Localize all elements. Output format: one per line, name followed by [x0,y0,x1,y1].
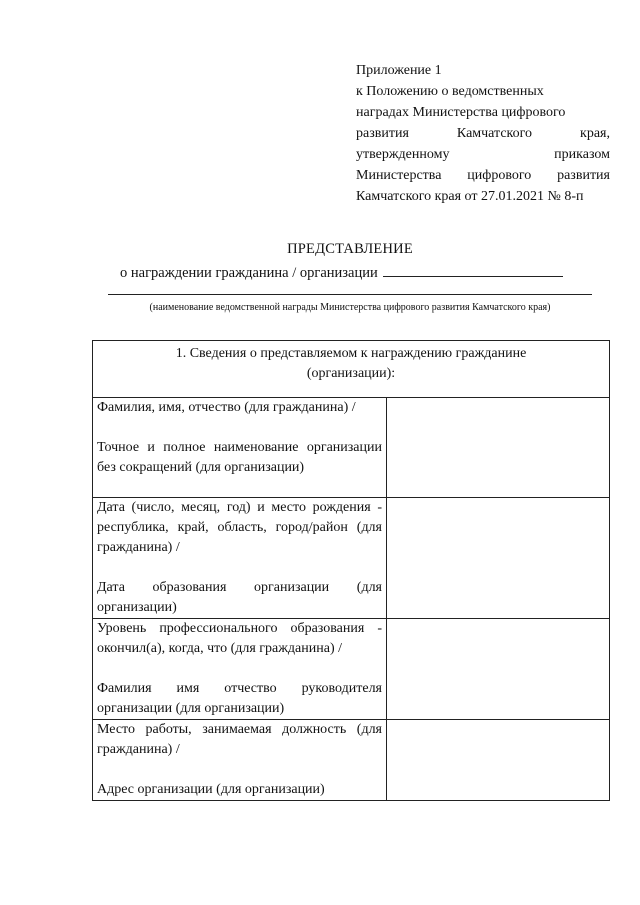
row-value-cell [387,720,610,801]
row-value-cell [387,498,610,619]
appendix-block [356,60,610,207]
appendix-line: Камчатского края от 27.01.2021 № 8-п [356,189,584,204]
appendix-line: к Положению о ведомственных [356,84,544,99]
row-value-cell [387,619,610,720]
org-label: Фамилия имя отчество руководителя организации (для организации) [97,681,382,716]
subtitle-blank-line [383,262,563,277]
subtitle-text: о награждении гражданина / организации [120,265,378,281]
appendix-line: наградах Министерства цифрового [356,105,566,120]
table-header: 1. Сведения о представляемом к награждению гражданине (организации): [93,341,610,398]
table-row [93,398,610,498]
row-value-cell [387,398,610,498]
table-row [93,619,610,720]
appendix-line: Приложение 1 [356,63,442,78]
document-subtitle [120,262,563,282]
appendix-line: утвержденному приказом [356,147,610,162]
row-label [93,398,387,498]
person-label: Дата (число, месяц, год) и место рождения - республика, край, область, город/район (для гражданина) / [97,500,382,555]
org-label: Адрес организации (для организации) [97,782,325,797]
nominee-info-table [92,340,610,801]
person-label: Место работы, занимаемая должность (для гражданина) / [97,722,382,757]
appendix-line: Министерства цифрового развития [356,168,610,183]
org-label: Дата образования организации (для организации) [97,580,382,615]
org-label: Точное и полное наименование организации без сокращений (для организации) [97,440,382,475]
table-header-row [93,341,610,398]
row-label [93,498,387,619]
row-label [93,619,387,720]
table-row [93,498,610,619]
award-name-line [108,294,592,295]
table-row [93,720,610,801]
document-title: ПРЕДСТАВЛЕНИЕ [287,241,413,257]
row-label [93,720,387,801]
appendix-line: развития Камчатского края, [356,126,610,141]
person-label: Уровень профессионального образования - окончил(а), когда, что (для гражданина) / [97,621,382,656]
person-label: Фамилия, имя, отчество (для гражданина) / [97,400,356,415]
award-caption: (наименование ведомственной награды Министерства цифрового развития Камчатского края) [149,302,551,313]
